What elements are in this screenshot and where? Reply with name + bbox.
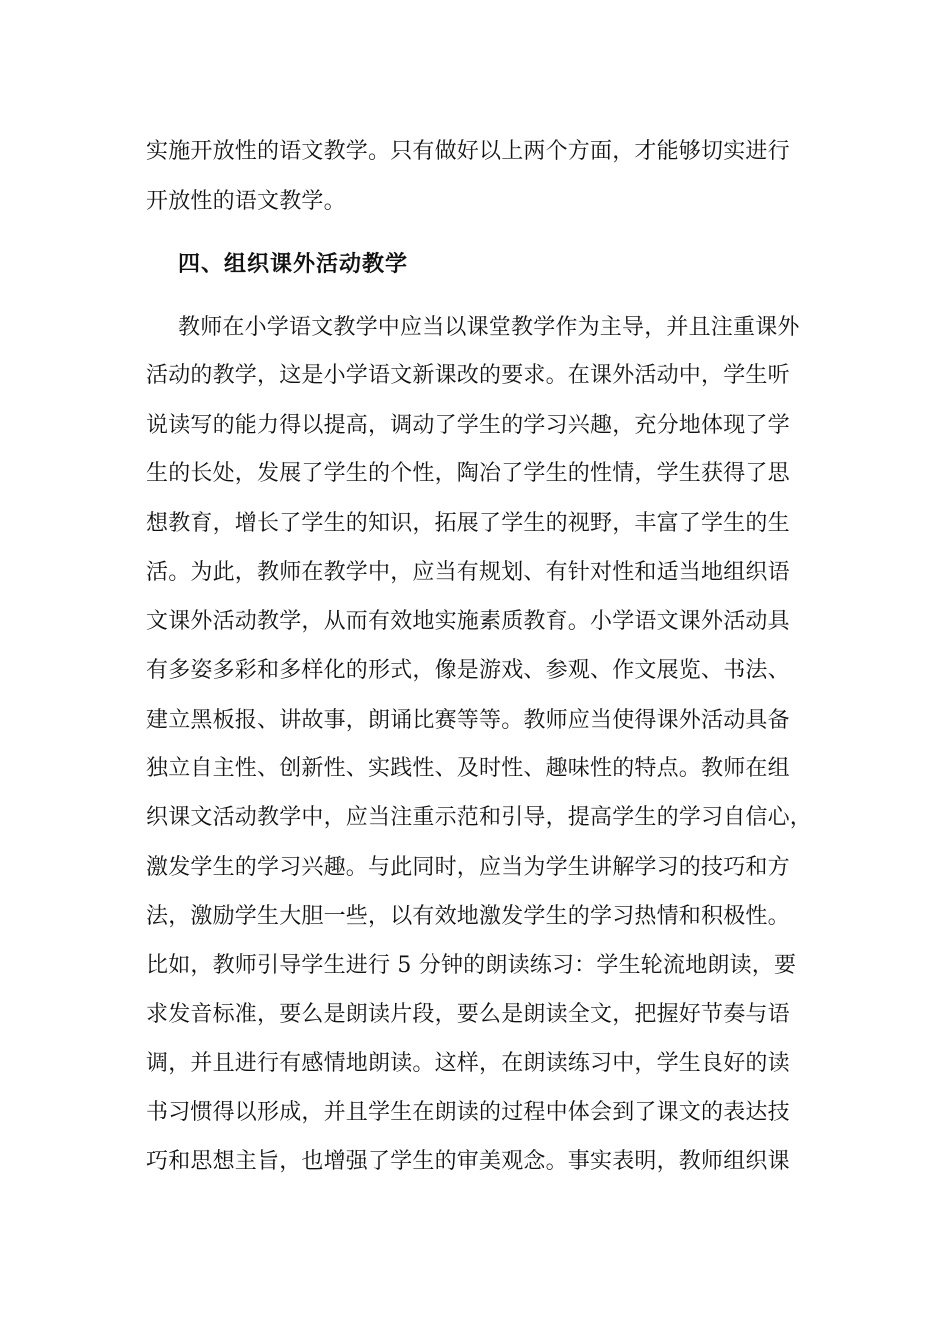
text-line: 文课外活动教学，从而有效地实施素质教育。小学语文课外活动具 bbox=[146, 609, 790, 634]
text-line: 想教育，增长了学生的知识，拓展了学生的视野，丰富了学生的生 bbox=[146, 511, 790, 536]
text-line: 生的长处，发展了学生的个性，陶冶了学生的性情，学生获得了思 bbox=[146, 461, 790, 486]
text-line: 说读写的能力得以提高，调动了学生的学习兴趣，充分地体现了学 bbox=[146, 413, 790, 438]
text-line: 书习惯得以形成，并且学生在朗读的过程中体会到了课文的表达技 bbox=[146, 1100, 790, 1125]
text-line: 活动的教学，这是小学语文新课改的要求。在课外活动中，学生听 bbox=[146, 363, 790, 388]
text-line: 教师在小学语文教学中应当以课堂教学作为主导，并且注重课外 bbox=[178, 315, 800, 340]
text-line: 开放性的语文教学。 bbox=[146, 189, 346, 214]
text-line: 独立自主性、创新性、实践性、及时性、趣味性的特点。教师在组 bbox=[146, 756, 790, 781]
text-line: 求发音标准，要么是朗读片段，要么是朗读全文，把握好节奏与语 bbox=[146, 1002, 790, 1027]
text-line: 巧和思想主旨，也增强了学生的审美观念。事实表明，教师组织课 bbox=[146, 1149, 790, 1174]
text-line: 实施开放性的语文教学。只有做好以上两个方面，才能够切实进行 bbox=[146, 139, 790, 164]
text-line: 建立黑板报、讲故事，朗诵比赛等等。教师应当使得课外活动具备 bbox=[146, 708, 790, 733]
text-line: 有多姿多彩和多样化的形式，像是游戏、参观、作文展览、书法、 bbox=[146, 658, 790, 683]
text-line: 比如，教师引导学生进行 5 分钟的朗读练习：学生轮流地朗读，要 bbox=[146, 953, 797, 978]
text-line: 调，并且进行有感情地朗读。这样，在朗读练习中，学生良好的读 bbox=[146, 1051, 790, 1076]
text-line: 法，激励学生大胆一些，以有效地激发学生的学习热情和积极性。 bbox=[146, 904, 790, 929]
text-line: 激发学生的学习兴趣。与此同时，应当为学生讲解学习的技巧和方 bbox=[146, 855, 790, 880]
text-line: 活。为此，教师在教学中，应当有规划、有针对性和适当地组织语 bbox=[146, 560, 790, 585]
section-heading: 四、组织课外活动教学 bbox=[178, 252, 409, 277]
text-line: 织课文活动教学中，应当注重示范和引导，提高学生的学习自信心， bbox=[146, 805, 813, 830]
